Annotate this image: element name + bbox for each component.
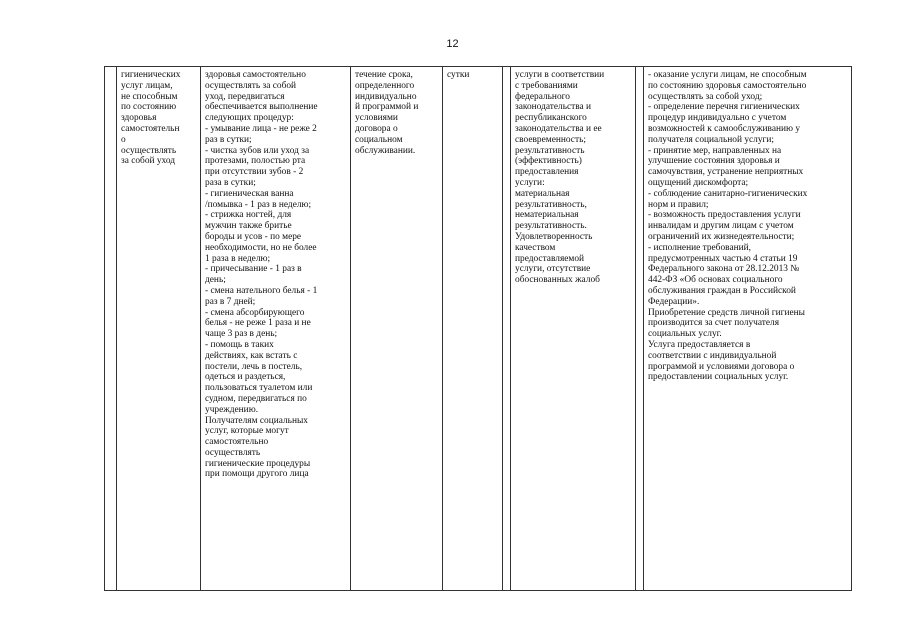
cell-text-line: здоровья самостоятельно	[205, 70, 306, 80]
cell-text-line: нематериальная	[515, 210, 579, 221]
cell-text-line: чаще 3 раз в день;	[205, 329, 278, 340]
cell-text-line: законодательства и ее	[515, 123, 602, 134]
cell-spacer	[636, 67, 644, 591]
cell-text-line: предоставляемой	[515, 253, 585, 264]
cell-text-line: самостоятельно	[205, 437, 269, 448]
cell-quality-indicators	[511, 67, 636, 591]
cell-text-line: - смена абсорбирующего	[205, 307, 305, 318]
cell-text-line: производится за счет получателя	[648, 318, 780, 329]
cell-text-line: при помощи другого лица	[205, 469, 309, 480]
cell-text-line: - возможность предоставления услуги	[648, 210, 801, 221]
cell-text-line: улучшение состояния здоровья и	[648, 156, 780, 167]
cell-text-line: услуг, которые могут	[205, 426, 289, 437]
cell-text-line: протезами, полостью рта	[205, 156, 306, 167]
cell-text-line: при отсутствии зубов - 2	[205, 167, 304, 178]
cell-text-line: пользоваться туалетом или	[205, 383, 313, 394]
cell-text-line: обоснованных жалоб	[515, 275, 600, 286]
cell-text-line: осуществлять	[121, 145, 177, 156]
cell-text-line: предоставления	[515, 167, 579, 178]
cell-text-line: Приобретение средств личной гигиены	[648, 307, 805, 318]
cell-text-line: следующих процедур:	[205, 113, 294, 124]
cell-text-line: - гигиеническая ванна	[205, 188, 294, 199]
cell-text-line: осуществлять	[205, 447, 261, 458]
cell-text-line: услуги в соответствии	[515, 70, 605, 80]
cell-text-line: - соблюдение санитарно-гигиенических	[648, 188, 808, 199]
cell-text-line: обслуживании.	[355, 145, 416, 156]
cell-text-line: сутки	[447, 70, 470, 80]
cell-text-line: соответствии с индивидуальной	[648, 350, 777, 361]
cell-text-line: получателя социальной услуги;	[648, 134, 774, 145]
cell-text-line: /помывка - 1 раз в неделю;	[205, 199, 312, 210]
cell-service-name	[117, 67, 201, 591]
cell-text-line: судном, передвигаться по	[205, 393, 307, 404]
cell-text-line: одеться и раздеться,	[205, 372, 286, 383]
cell-text-line: процедур индивидуально с учетом	[648, 113, 787, 124]
cell-text-line: услуг лицам,	[121, 80, 173, 91]
cell-text-line: договора о	[355, 123, 398, 134]
cell-text-line: гигиенических	[121, 70, 181, 80]
cell-text-line: гигиенические процедуры	[205, 458, 311, 469]
cell-text-line: по состоянию здоровья самостоятельно	[648, 80, 807, 91]
cell-text-line: Федерации».	[648, 296, 700, 307]
cell-text-line: - стрижка ногтей, для	[205, 210, 292, 221]
table-row	[105, 67, 852, 591]
cell-text-line: 442-ФЗ «Об основах социального	[648, 275, 783, 286]
cell-text-line: Удовлетворенность	[515, 231, 593, 242]
cell-text-line: действиях, как встать с	[205, 350, 298, 361]
cell-text-line: самостоятельн	[121, 123, 180, 134]
cell-text-line: результативность.	[515, 221, 587, 232]
cell-text-line: республиканского	[515, 113, 587, 124]
cell-text-line: мужчин также бритье	[205, 221, 292, 232]
cell-text-line: программой и условиями договора о	[648, 361, 795, 372]
cell-text-line: ограничений их жизнедеятельности;	[648, 231, 795, 242]
cell-text-line: постели, лечь в постель,	[205, 361, 303, 372]
cell-service-description	[201, 67, 351, 591]
cell-text-line: Услуга предоставляется в	[648, 339, 751, 350]
services-table	[104, 66, 852, 591]
cell-text-line: возможностей к самообслуживанию у	[648, 123, 801, 134]
cell-text-line: обеспечивается выполнение	[205, 102, 318, 113]
cell-text-line: 1 раза в неделю;	[205, 253, 271, 264]
cell-norm	[503, 67, 511, 591]
cell-text-line: уход, передвигаться	[205, 91, 285, 102]
cell-text-line: ощущений дискомфорта;	[648, 177, 749, 188]
cell-text-line: самочувствия, устранение неприятных	[648, 167, 804, 178]
cell-text-line: индивидуально	[355, 91, 417, 102]
cell-text-line: результативность,	[515, 199, 587, 210]
cell-text-line: - исполнение требований,	[648, 242, 751, 253]
cell-text-line: социальном	[355, 134, 403, 145]
cell-text-line: течение срока,	[355, 70, 413, 80]
cell-unit	[443, 67, 503, 591]
cell-text-line: материальная	[515, 188, 570, 199]
cell-text-line: бороды и усов - по мере	[205, 231, 302, 242]
cell-text-line: - причесывание - 1 раз в	[205, 264, 302, 275]
cell-text-line: - чистка зубов или уход за	[205, 145, 310, 156]
cell-text-line: результативность	[515, 145, 585, 156]
cell-text-line: социальных услуг.	[648, 329, 722, 340]
cell-text-line: законодательства и	[515, 102, 592, 113]
cell-text-line: (эффективность)	[515, 156, 582, 167]
cell-text-line: условиями	[355, 113, 398, 124]
cell-text-line: не способным	[121, 91, 178, 102]
cell-text-line: - принятие мер, направленных на	[648, 145, 782, 156]
cell-text-line: здоровья	[121, 113, 157, 124]
cell-text-line: о	[121, 134, 126, 145]
page-number: 12	[446, 38, 459, 50]
cell-text-line: обслуживания граждан в Российской	[648, 285, 796, 296]
cell-text-line: услуги:	[515, 177, 545, 188]
cell-text-line: необходимости, но не более	[205, 242, 317, 253]
cell-text-line: по состоянию	[121, 102, 177, 113]
cell-text-line: Федерального закона от 28.12.2013 №	[648, 264, 800, 275]
cell-text-line: услуги, отсутствие	[515, 264, 591, 275]
cell-text-line: осуществлять за собой уход;	[648, 91, 763, 102]
cell-text-line: - смена нательного белья - 1	[205, 285, 318, 296]
cell-text-line: раз в сутки;	[205, 134, 252, 145]
cell-text-line: инвалидам и другим лицам с учетом	[648, 221, 794, 232]
cell-text-line: учреждению.	[205, 404, 259, 415]
cell-conditions	[644, 67, 852, 591]
cell-text-line: своевременность;	[515, 134, 586, 145]
cell-text-line: Получателям социальных	[205, 415, 308, 426]
cell-text-line: определенного	[355, 80, 415, 91]
cell-text-line: осуществлять за собой	[205, 80, 297, 91]
cell-text-line: качеством	[515, 242, 556, 253]
cell-text-line: норм и правил;	[648, 199, 709, 210]
cell-text-line: день;	[205, 275, 226, 286]
cell-text-line: - помощь в таких	[205, 339, 274, 350]
cell-text-line: - определение перечня гигиенических	[648, 102, 800, 113]
cell-text-line: раз в 7 дней;	[205, 296, 256, 307]
cell-text-line: й программой и	[355, 102, 419, 113]
cell-text-line: предоставлении социальных услуг.	[648, 372, 789, 383]
cell-text-line: раза в сутки;	[205, 177, 256, 188]
cell-service-term	[351, 67, 443, 591]
cell-text-line: за собой уход	[121, 156, 176, 167]
cell-number	[105, 67, 117, 591]
cell-text-line: белья - не реже 1 раза и не	[205, 318, 311, 329]
cell-text-line: предусмотренных частью 4 статьи 19	[648, 253, 798, 264]
cell-text-line: - умывание лица - не реже 2	[205, 123, 317, 134]
cell-text-line: с требованиями	[515, 80, 578, 91]
cell-text-line: - оказание услуги лицам, не способным	[648, 70, 807, 80]
cell-text-line: федерального	[515, 91, 570, 102]
